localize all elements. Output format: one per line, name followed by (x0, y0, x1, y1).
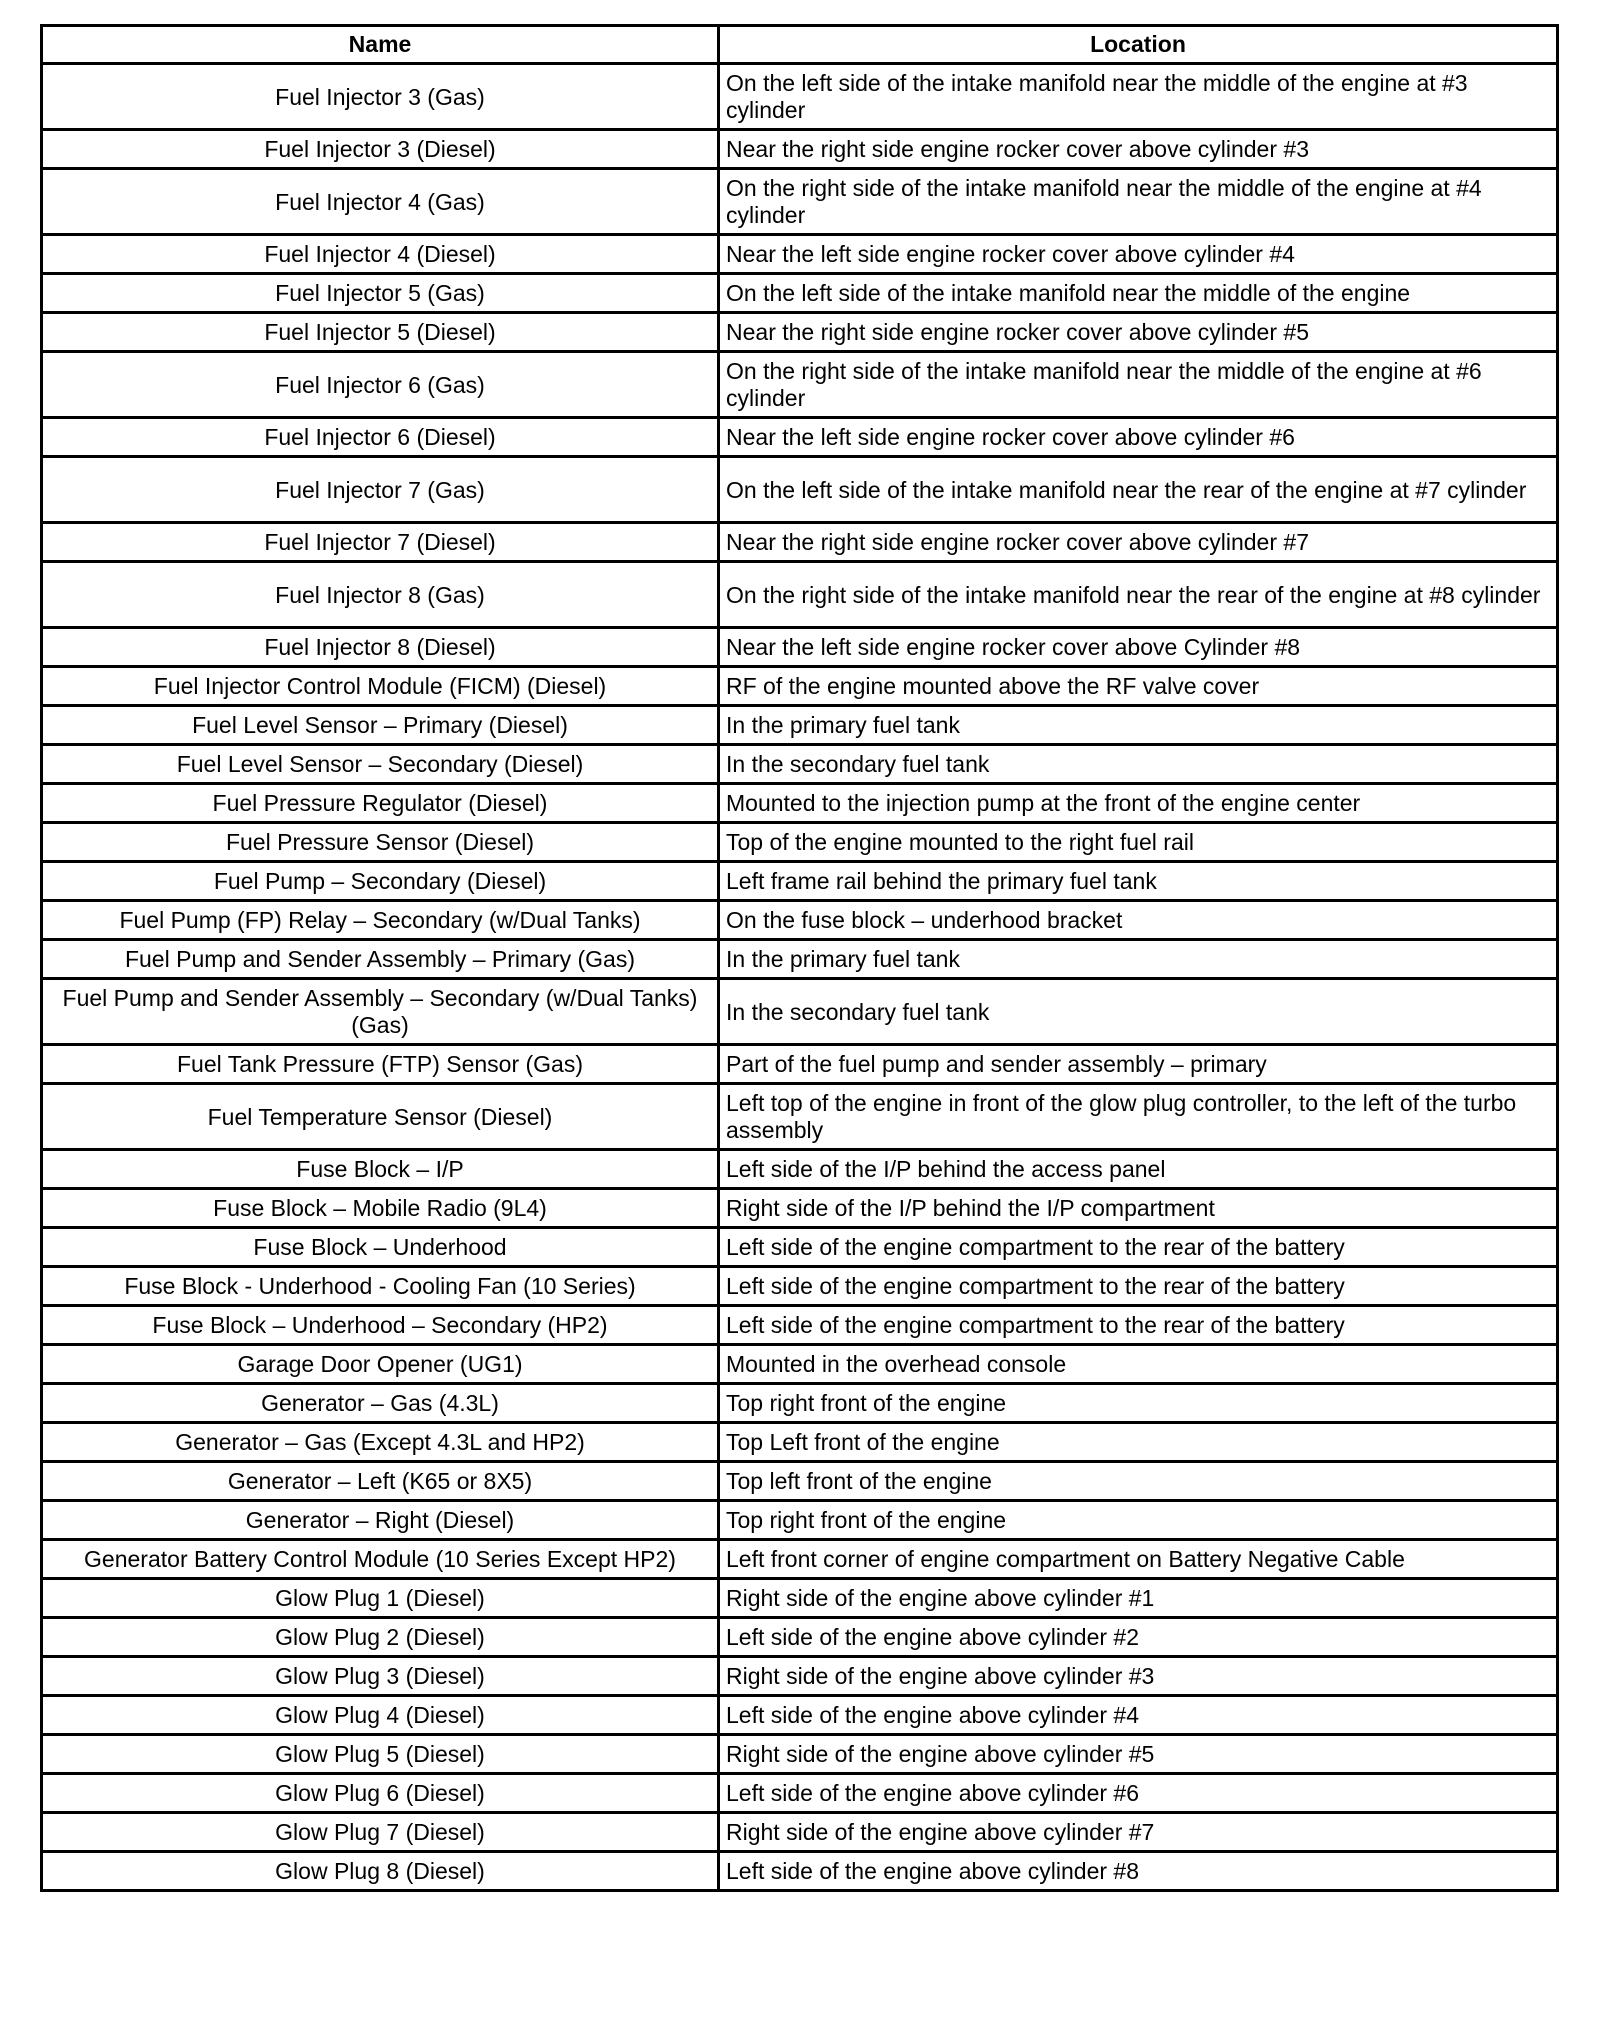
component-name-cell: Glow Plug 5 (Diesel) (42, 1735, 719, 1774)
component-name-cell: Fuel Injector 3 (Diesel) (42, 130, 719, 169)
component-name-cell: Glow Plug 4 (Diesel) (42, 1696, 719, 1735)
component-name-cell: Fuse Block – I/P (42, 1150, 719, 1189)
component-name-cell: Fuel Pump and Sender Assembly – Primary (Gas) (42, 940, 719, 979)
table-row (42, 628, 1558, 667)
table-row (42, 1084, 1558, 1150)
table-row (42, 667, 1558, 706)
table-row (42, 1852, 1558, 1891)
component-name-cell: Fuel Injector 4 (Diesel) (42, 235, 719, 274)
table-row (42, 1813, 1558, 1852)
component-name-cell: Fuel Injector 4 (Gas) (42, 169, 719, 235)
component-location-cell: Top right front of the engine (719, 1501, 1558, 1540)
table-row (42, 1618, 1558, 1657)
table-row (42, 235, 1558, 274)
component-name-cell: Fuel Tank Pressure (FTP) Sensor (Gas) (42, 1045, 719, 1084)
component-location-cell: Near the right side engine rocker cover above cylinder #7 (719, 523, 1558, 562)
component-location-cell: Left side of the engine above cylinder #2 (719, 1618, 1558, 1657)
table-row (42, 862, 1558, 901)
table-row (42, 1540, 1558, 1579)
component-name-cell: Fuel Pump (FP) Relay – Secondary (w/Dual Tanks) (42, 901, 719, 940)
table-row (42, 523, 1558, 562)
table-row (42, 313, 1558, 352)
component-location-cell: Top of the engine mounted to the right fuel rail (719, 823, 1558, 862)
component-location-cell: Near the left side engine rocker cover above cylinder #6 (719, 418, 1558, 457)
component-location-cell: Mounted in the overhead console (719, 1345, 1558, 1384)
component-location-cell: Near the right side engine rocker cover above cylinder #5 (719, 313, 1558, 352)
component-name-cell: Generator – Left (K65 or 8X5) (42, 1462, 719, 1501)
component-name-cell: Fuel Injector 7 (Gas) (42, 457, 719, 523)
component-location-cell: Mounted to the injection pump at the front of the engine center (719, 784, 1558, 823)
table-row (42, 901, 1558, 940)
component-name-cell: Glow Plug 3 (Diesel) (42, 1657, 719, 1696)
table-row (42, 169, 1558, 235)
component-name-cell: Generator – Right (Diesel) (42, 1501, 719, 1540)
table-row (42, 1657, 1558, 1696)
component-name-cell: Fuel Level Sensor – Secondary (Diesel) (42, 745, 719, 784)
component-location-cell: On the fuse block – underhood bracket (719, 901, 1558, 940)
component-name-cell: Fuel Pressure Regulator (Diesel) (42, 784, 719, 823)
component-name-cell: Glow Plug 8 (Diesel) (42, 1852, 719, 1891)
table-row (42, 1735, 1558, 1774)
component-name-cell: Fuse Block - Underhood - Cooling Fan (10 Series) (42, 1267, 719, 1306)
table-row (42, 1345, 1558, 1384)
component-location-cell: On the right side of the intake manifold near the middle of the engine at #4 cylinder (719, 169, 1558, 235)
component-location-cell: In the secondary fuel tank (719, 745, 1558, 784)
header-row (42, 26, 1558, 64)
component-location-cell: Near the left side engine rocker cover above cylinder #4 (719, 235, 1558, 274)
component-location-cell: Near the right side engine rocker cover above cylinder #3 (719, 130, 1558, 169)
component-location-table (40, 24, 1559, 1892)
table-row (42, 823, 1558, 862)
component-location-cell: RF of the engine mounted above the RF valve cover (719, 667, 1558, 706)
table-row (42, 1501, 1558, 1540)
component-location-cell: Left top of the engine in front of the glow plug controller, to the left of the turbo assembly (719, 1084, 1558, 1150)
component-name-cell: Fuel Pump – Secondary (Diesel) (42, 862, 719, 901)
table-row (42, 706, 1558, 745)
table-row (42, 1579, 1558, 1618)
component-location-cell: Left side of the engine above cylinder #4 (719, 1696, 1558, 1735)
table-row (42, 130, 1558, 169)
table-row (42, 940, 1558, 979)
table-row (42, 352, 1558, 418)
component-name-cell: Fuel Injector 6 (Diesel) (42, 418, 719, 457)
table-row (42, 1267, 1558, 1306)
component-location-cell: Right side of the engine above cylinder #7 (719, 1813, 1558, 1852)
table-body (42, 64, 1558, 1891)
component-location-cell: Right side of the I/P behind the I/P compartment (719, 1189, 1558, 1228)
table-row (42, 274, 1558, 313)
component-name-cell: Fuel Level Sensor – Primary (Diesel) (42, 706, 719, 745)
component-name-cell: Generator Battery Control Module (10 Series Except HP2) (42, 1540, 719, 1579)
component-location-cell: Top right front of the engine (719, 1384, 1558, 1423)
table-row (42, 562, 1558, 628)
component-location-cell: Left side of the engine above cylinder #8 (719, 1852, 1558, 1891)
component-name-cell: Fuel Temperature Sensor (Diesel) (42, 1084, 719, 1150)
component-name-cell: Fuel Pressure Sensor (Diesel) (42, 823, 719, 862)
component-location-cell: In the primary fuel tank (719, 940, 1558, 979)
component-location-cell: On the left side of the intake manifold near the middle of the engine at #3 cylinder (719, 64, 1558, 130)
component-location-cell: Right side of the engine above cylinder #1 (719, 1579, 1558, 1618)
component-name-cell: Fuel Injector 8 (Diesel) (42, 628, 719, 667)
component-location-cell: Right side of the engine above cylinder #3 (719, 1657, 1558, 1696)
component-name-cell: Fuel Injector 8 (Gas) (42, 562, 719, 628)
name-column-header: Name (42, 26, 719, 64)
component-location-cell: On the right side of the intake manifold near the middle of the engine at #6 cylinder (719, 352, 1558, 418)
table-row (42, 418, 1558, 457)
component-name-cell: Glow Plug 7 (Diesel) (42, 1813, 719, 1852)
component-location-cell: In the primary fuel tank (719, 706, 1558, 745)
table-row (42, 1306, 1558, 1345)
table-row (42, 1228, 1558, 1267)
component-name-cell: Fuel Pump and Sender Assembly – Secondary (w/Dual Tanks) (Gas) (42, 979, 719, 1045)
component-location-cell: Part of the fuel pump and sender assembly – primary (719, 1045, 1558, 1084)
component-location-cell: Left side of the engine compartment to the rear of the battery (719, 1228, 1558, 1267)
table-header (42, 26, 1558, 64)
component-name-cell: Fuse Block – Underhood (42, 1228, 719, 1267)
component-location-cell: Left side of the I/P behind the access panel (719, 1150, 1558, 1189)
component-location-cell: Top left front of the engine (719, 1462, 1558, 1501)
table-row (42, 1189, 1558, 1228)
component-location-cell: Left side of the engine compartment to the rear of the battery (719, 1267, 1558, 1306)
location-column-header: Location (719, 26, 1558, 64)
table-row (42, 1384, 1558, 1423)
component-location-cell: On the left side of the intake manifold near the middle of the engine (719, 274, 1558, 313)
component-location-cell: Left frame rail behind the primary fuel tank (719, 862, 1558, 901)
component-location-cell: On the right side of the intake manifold near the rear of the engine at #8 cylinder (719, 562, 1558, 628)
component-name-cell: Fuel Injector 3 (Gas) (42, 64, 719, 130)
component-location-cell: Left side of the engine compartment to the rear of the battery (719, 1306, 1558, 1345)
component-name-cell: Glow Plug 6 (Diesel) (42, 1774, 719, 1813)
component-location-cell: Right side of the engine above cylinder #5 (719, 1735, 1558, 1774)
table-row (42, 64, 1558, 130)
table-row (42, 1150, 1558, 1189)
component-location-cell: Top Left front of the engine (719, 1423, 1558, 1462)
component-name-cell: Glow Plug 1 (Diesel) (42, 1579, 719, 1618)
component-location-cell: On the left side of the intake manifold near the rear of the engine at #7 cylinder (719, 457, 1558, 523)
component-name-cell: Fuse Block – Mobile Radio (9L4) (42, 1189, 719, 1228)
component-location-cell: Near the left side engine rocker cover above Cylinder #8 (719, 628, 1558, 667)
table-row (42, 1462, 1558, 1501)
component-name-cell: Fuel Injector 6 (Gas) (42, 352, 719, 418)
table-row (42, 745, 1558, 784)
component-location-cell: In the secondary fuel tank (719, 979, 1558, 1045)
table-row (42, 1696, 1558, 1735)
component-name-cell: Fuel Injector Control Module (FICM) (Diesel) (42, 667, 719, 706)
component-name-cell: Fuel Injector 7 (Diesel) (42, 523, 719, 562)
table-row (42, 1423, 1558, 1462)
component-name-cell: Glow Plug 2 (Diesel) (42, 1618, 719, 1657)
component-name-cell: Fuel Injector 5 (Diesel) (42, 313, 719, 352)
table-row (42, 1045, 1558, 1084)
component-name-cell: Generator – Gas (Except 4.3L and HP2) (42, 1423, 719, 1462)
table-row (42, 1774, 1558, 1813)
table-row (42, 784, 1558, 823)
component-name-cell: Generator – Gas (4.3L) (42, 1384, 719, 1423)
component-name-cell: Fuel Injector 5 (Gas) (42, 274, 719, 313)
component-name-cell: Fuse Block – Underhood – Secondary (HP2) (42, 1306, 719, 1345)
component-location-cell: Left front corner of engine compartment on Battery Negative Cable (719, 1540, 1558, 1579)
component-name-cell: Garage Door Opener (UG1) (42, 1345, 719, 1384)
table-row (42, 979, 1558, 1045)
table-row (42, 457, 1558, 523)
component-location-cell: Left side of the engine above cylinder #6 (719, 1774, 1558, 1813)
